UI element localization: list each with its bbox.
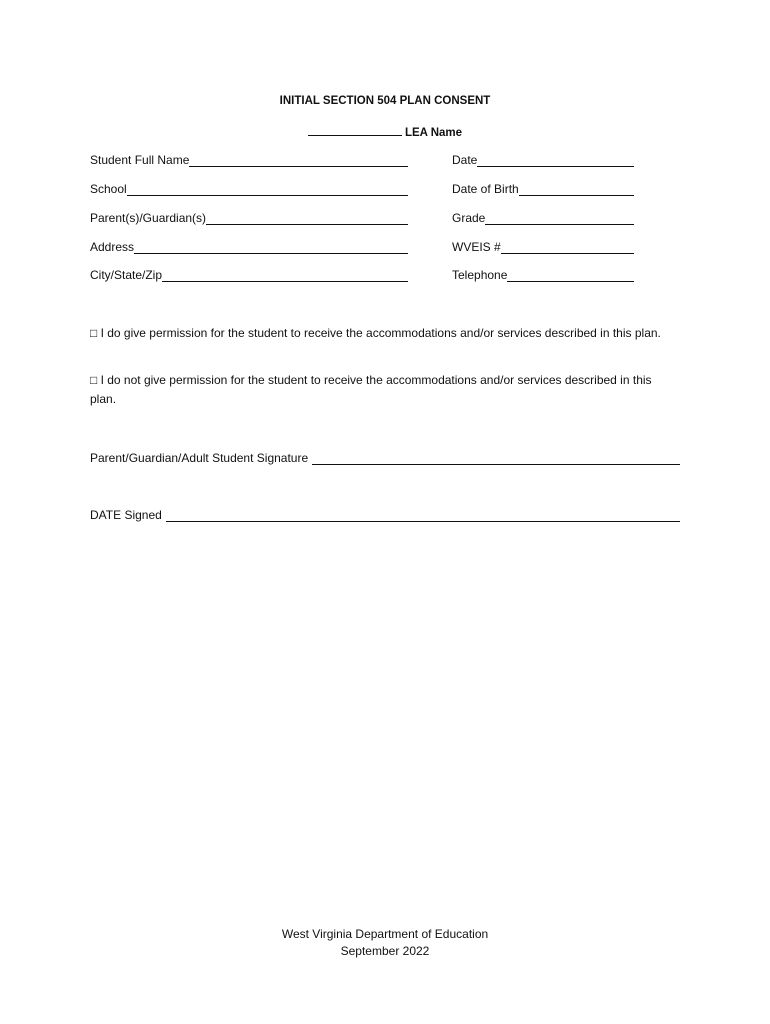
city-state-zip-field bbox=[90, 266, 408, 282]
date-signed-line[interactable] bbox=[166, 509, 680, 522]
telephone-label: Telephone bbox=[452, 268, 508, 282]
city-state-zip-line[interactable] bbox=[162, 269, 408, 282]
wveis-field bbox=[452, 238, 634, 254]
grade-line[interactable] bbox=[485, 212, 634, 225]
parent-guardian-label: Parent(s)/Guardian(s) bbox=[90, 211, 207, 225]
consent-not-give-option[interactable]: □ I do not give permission for the student to receive the accommodations and/or services described in this plan. bbox=[90, 373, 652, 406]
telephone-line[interactable] bbox=[507, 269, 634, 282]
grade-field bbox=[452, 209, 634, 225]
school-field bbox=[90, 180, 408, 196]
telephone-field bbox=[452, 266, 634, 282]
lea-name-label: LEA Name bbox=[404, 127, 463, 139]
parent-guardian-line[interactable] bbox=[206, 212, 408, 225]
footer-date: September 2022 bbox=[340, 944, 430, 958]
student-full-name-line[interactable] bbox=[189, 154, 408, 167]
student-full-name-label: Student Full Name bbox=[90, 153, 190, 167]
date-signed-field bbox=[90, 506, 680, 522]
city-state-zip-label: City/State/Zip bbox=[90, 268, 163, 282]
date-of-birth-field bbox=[452, 180, 634, 196]
school-label: School bbox=[90, 182, 127, 196]
date-field bbox=[452, 151, 634, 167]
student-full-name-field bbox=[90, 151, 408, 167]
school-line[interactable] bbox=[127, 183, 408, 196]
lea-name-blank[interactable] bbox=[308, 124, 402, 136]
wveis-label: WVEIS # bbox=[452, 240, 501, 254]
signature-field bbox=[90, 449, 680, 465]
date-of-birth-line[interactable] bbox=[519, 183, 634, 196]
signature-line[interactable] bbox=[312, 452, 680, 465]
date-line[interactable] bbox=[477, 154, 634, 167]
date-label: Date bbox=[452, 153, 478, 167]
lea-name-field bbox=[0, 124, 770, 139]
grade-label: Grade bbox=[452, 211, 486, 225]
footer-org: West Virginia Department of Education bbox=[281, 927, 489, 941]
address-line[interactable] bbox=[134, 241, 408, 254]
signature-label: Parent/Guardian/Adult Student Signature bbox=[90, 451, 309, 465]
wveis-line[interactable] bbox=[501, 241, 634, 254]
date-signed-label: DATE Signed bbox=[90, 508, 162, 522]
address-label: Address bbox=[90, 240, 135, 254]
page-title: INITIAL SECTION 504 PLAN CONSENT bbox=[279, 95, 491, 107]
date-of-birth-label: Date of Birth bbox=[452, 182, 519, 196]
parent-guardian-field bbox=[90, 209, 408, 225]
address-field bbox=[90, 238, 408, 254]
consent-give-option[interactable]: □ I do give permission for the student to receive the accommodations and/or services described in this plan. bbox=[90, 326, 661, 340]
